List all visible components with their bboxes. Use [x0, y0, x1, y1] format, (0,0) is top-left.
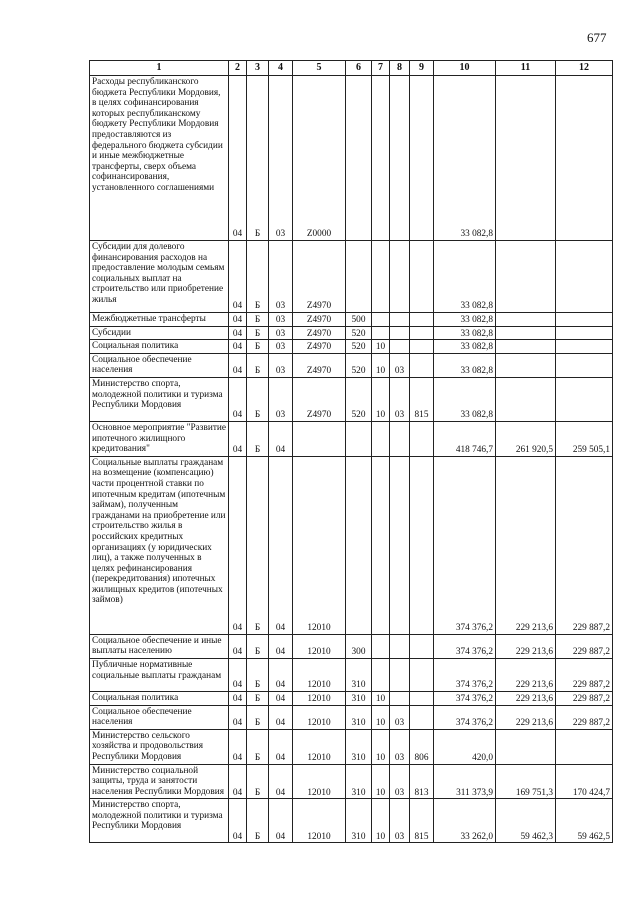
- row-value-cell-2: 04: [229, 313, 247, 327]
- row-value-cell-7: 10: [372, 377, 390, 421]
- row-value-cell-9: [410, 658, 434, 691]
- row-name-cell: Социальное обеспечение и иные выплаты населению: [90, 634, 229, 658]
- row-value-cell-11: 261 920,5: [496, 421, 556, 456]
- row-value-cell-4: 04: [269, 729, 293, 764]
- table-row: [90, 658, 613, 691]
- column-header-3: 3: [247, 61, 269, 76]
- row-value-cell-3: Б: [247, 799, 269, 843]
- row-value-cell-3: Б: [247, 340, 269, 354]
- row-value-cell-2: 04: [229, 658, 247, 691]
- row-value-cell-5: [293, 421, 346, 456]
- budget-table: [89, 60, 613, 843]
- row-value-cell-4: 04: [269, 691, 293, 705]
- row-value-cell-5: 12010: [293, 658, 346, 691]
- row-value-cell-3: Б: [247, 705, 269, 729]
- row-value-cell-9: [410, 691, 434, 705]
- row-value-cell-7: 10: [372, 729, 390, 764]
- row-value-cell-12: [556, 340, 613, 354]
- row-value-cell-9: [410, 634, 434, 658]
- row-value-cell-2: 04: [229, 764, 247, 799]
- row-value-cell-5: 12010: [293, 634, 346, 658]
- row-value-cell-11: [496, 377, 556, 421]
- row-value-cell-4: 04: [269, 634, 293, 658]
- row-value-cell-12: 59 462,5: [556, 799, 613, 843]
- row-value-cell-4: 03: [269, 326, 293, 340]
- row-value-cell-5: 12010: [293, 705, 346, 729]
- row-value-cell-8: 03: [390, 799, 410, 843]
- row-value-cell-4: 04: [269, 799, 293, 843]
- row-value-cell-5: Z4970: [293, 377, 346, 421]
- row-value-cell-3: Б: [247, 76, 269, 241]
- row-value-cell-9: [410, 76, 434, 241]
- row-value-cell-12: [556, 377, 613, 421]
- row-value-cell-9: 813: [410, 764, 434, 799]
- row-value-cell-11: [496, 241, 556, 313]
- row-value-cell-5: 12010: [293, 729, 346, 764]
- row-value-cell-10: 374 376,2: [434, 705, 496, 729]
- row-value-cell-11: [496, 729, 556, 764]
- row-value-cell-10: 33 082,8: [434, 340, 496, 354]
- column-header-2: 2: [229, 61, 247, 76]
- row-value-cell-4: 04: [269, 421, 293, 456]
- row-value-cell-6: 500: [346, 313, 372, 327]
- row-value-cell-8: [390, 326, 410, 340]
- row-value-cell-2: 04: [229, 326, 247, 340]
- row-value-cell-12: 170 424,7: [556, 764, 613, 799]
- column-header-7: 7: [372, 61, 390, 76]
- row-value-cell-4: 03: [269, 377, 293, 421]
- row-value-cell-6: [346, 76, 372, 241]
- row-value-cell-6: 310: [346, 691, 372, 705]
- table-row: [90, 456, 613, 634]
- row-value-cell-2: 04: [229, 634, 247, 658]
- row-value-cell-7: [372, 634, 390, 658]
- row-value-cell-12: [556, 729, 613, 764]
- row-name-cell: Социальное обеспечение населения: [90, 353, 229, 377]
- row-value-cell-2: 04: [229, 340, 247, 354]
- row-value-cell-4: 04: [269, 658, 293, 691]
- row-value-cell-6: 520: [346, 340, 372, 354]
- row-value-cell-6: 310: [346, 705, 372, 729]
- row-value-cell-7: 10: [372, 340, 390, 354]
- row-value-cell-7: [372, 313, 390, 327]
- row-value-cell-8: [390, 634, 410, 658]
- row-value-cell-2: 04: [229, 353, 247, 377]
- row-value-cell-3: Б: [247, 377, 269, 421]
- row-value-cell-5: Z4970: [293, 353, 346, 377]
- table-row: [90, 326, 613, 340]
- row-value-cell-3: Б: [247, 729, 269, 764]
- row-value-cell-11: 59 462,3: [496, 799, 556, 843]
- row-value-cell-8: 03: [390, 764, 410, 799]
- row-value-cell-4: 03: [269, 241, 293, 313]
- row-value-cell-11: 229 213,6: [496, 691, 556, 705]
- row-value-cell-6: [346, 421, 372, 456]
- table-row: [90, 340, 613, 354]
- table-row: [90, 764, 613, 799]
- row-value-cell-6: [346, 241, 372, 313]
- row-value-cell-6: 310: [346, 799, 372, 843]
- column-header-5: 5: [293, 61, 346, 76]
- row-value-cell-12: 229 887,2: [556, 691, 613, 705]
- row-value-cell-10: 374 376,2: [434, 456, 496, 634]
- table-row: [90, 377, 613, 421]
- row-value-cell-3: Б: [247, 421, 269, 456]
- row-value-cell-8: [390, 313, 410, 327]
- row-value-cell-11: [496, 326, 556, 340]
- row-value-cell-7: [372, 76, 390, 241]
- row-value-cell-8: 03: [390, 353, 410, 377]
- row-value-cell-3: Б: [247, 691, 269, 705]
- row-value-cell-9: [410, 353, 434, 377]
- row-value-cell-3: Б: [247, 353, 269, 377]
- row-value-cell-8: [390, 456, 410, 634]
- row-value-cell-8: [390, 340, 410, 354]
- row-value-cell-5: 12010: [293, 456, 346, 634]
- row-value-cell-6: 300: [346, 634, 372, 658]
- row-value-cell-5: Z4970: [293, 326, 346, 340]
- row-value-cell-11: [496, 353, 556, 377]
- row-value-cell-11: 169 751,3: [496, 764, 556, 799]
- row-value-cell-11: 229 213,6: [496, 705, 556, 729]
- row-value-cell-6: 520: [346, 377, 372, 421]
- row-value-cell-11: [496, 340, 556, 354]
- row-value-cell-8: [390, 76, 410, 241]
- row-value-cell-2: 04: [229, 456, 247, 634]
- row-value-cell-5: Z4970: [293, 340, 346, 354]
- row-value-cell-6: 310: [346, 658, 372, 691]
- row-value-cell-4: 03: [269, 313, 293, 327]
- row-value-cell-7: 10: [372, 799, 390, 843]
- row-value-cell-6: 520: [346, 353, 372, 377]
- row-value-cell-4: 04: [269, 705, 293, 729]
- column-header-9: 9: [410, 61, 434, 76]
- row-value-cell-9: [410, 326, 434, 340]
- row-value-cell-11: [496, 76, 556, 241]
- row-value-cell-2: 04: [229, 729, 247, 764]
- row-value-cell-6: 310: [346, 729, 372, 764]
- row-value-cell-5: Z0000: [293, 76, 346, 241]
- row-value-cell-7: 10: [372, 705, 390, 729]
- row-value-cell-7: [372, 456, 390, 634]
- row-value-cell-10: 33 082,8: [434, 353, 496, 377]
- row-value-cell-7: [372, 658, 390, 691]
- row-value-cell-7: 10: [372, 764, 390, 799]
- row-value-cell-2: 04: [229, 76, 247, 241]
- row-value-cell-3: Б: [247, 658, 269, 691]
- row-value-cell-10: 33 082,8: [434, 377, 496, 421]
- row-value-cell-8: [390, 658, 410, 691]
- row-name-cell: Министерство спорта, молодежной политики и туризма Республики Мордовия: [90, 799, 229, 843]
- row-value-cell-10: 418 746,7: [434, 421, 496, 456]
- table-row: [90, 634, 613, 658]
- row-value-cell-10: 33 262,0: [434, 799, 496, 843]
- column-header-1: 1: [90, 61, 229, 76]
- row-value-cell-8: [390, 421, 410, 456]
- row-value-cell-11: 229 213,6: [496, 456, 556, 634]
- row-value-cell-10: 33 082,8: [434, 76, 496, 241]
- row-value-cell-8: [390, 691, 410, 705]
- row-value-cell-7: [372, 241, 390, 313]
- row-value-cell-5: Z4970: [293, 241, 346, 313]
- row-name-cell: Социальная политика: [90, 340, 229, 354]
- table-row: [90, 705, 613, 729]
- table-row: [90, 76, 613, 241]
- row-value-cell-8: 03: [390, 377, 410, 421]
- row-value-cell-9: [410, 456, 434, 634]
- row-value-cell-2: 04: [229, 421, 247, 456]
- row-value-cell-10: 374 376,2: [434, 634, 496, 658]
- row-value-cell-8: 03: [390, 729, 410, 764]
- column-header-11: 11: [496, 61, 556, 76]
- column-header-12: 12: [556, 61, 613, 76]
- row-value-cell-11: 229 213,6: [496, 658, 556, 691]
- row-value-cell-12: 229 887,2: [556, 705, 613, 729]
- table-row: [90, 799, 613, 843]
- row-value-cell-9: 806: [410, 729, 434, 764]
- row-value-cell-10: 374 376,2: [434, 658, 496, 691]
- row-value-cell-12: [556, 313, 613, 327]
- table-header-row: [90, 61, 613, 76]
- table-row: [90, 691, 613, 705]
- table-row: [90, 241, 613, 313]
- row-value-cell-2: 04: [229, 691, 247, 705]
- row-name-cell: Субсидии: [90, 326, 229, 340]
- table-row: [90, 313, 613, 327]
- row-value-cell-5: Z4970: [293, 313, 346, 327]
- row-value-cell-4: 03: [269, 340, 293, 354]
- column-header-8: 8: [390, 61, 410, 76]
- row-value-cell-7: 10: [372, 691, 390, 705]
- row-name-cell: Расходы республиканского бюджета Республики Мордовия, в целях софинансирования которых республиканскому бюджету Республики Мордовия предоставляются из федерального бюджета субсидии и иные межбюджетные трансферты, сверх объема софинансирования, установленного соглашениями: [90, 76, 229, 241]
- row-value-cell-6: [346, 456, 372, 634]
- table-row: [90, 729, 613, 764]
- row-value-cell-7: [372, 421, 390, 456]
- row-value-cell-4: 04: [269, 764, 293, 799]
- column-header-6: 6: [346, 61, 372, 76]
- row-value-cell-11: [496, 313, 556, 327]
- row-value-cell-10: 33 082,8: [434, 326, 496, 340]
- row-value-cell-9: [410, 313, 434, 327]
- row-name-cell: Социальные выплаты гражданам на возмещение (компенсацию) части процентной ставки по ипотечным кредитам (ипотечным займам), полученным гражданами на приобретение или строительство жилья в российских кредитных организациях (у юридических лиц), а также полученных в целях рефинансирования (перекредитования) ипотечных жилищных кредитов (ипотечных займов): [90, 456, 229, 634]
- row-value-cell-3: Б: [247, 241, 269, 313]
- row-value-cell-3: Б: [247, 634, 269, 658]
- row-value-cell-2: 04: [229, 799, 247, 843]
- table-row: [90, 421, 613, 456]
- row-value-cell-12: 229 887,2: [556, 634, 613, 658]
- row-value-cell-4: 04: [269, 456, 293, 634]
- row-value-cell-3: Б: [247, 326, 269, 340]
- row-name-cell: Социальное обеспечение населения: [90, 705, 229, 729]
- row-name-cell: Министерство социальной защиты, труда и занятости населения Республики Мордовия: [90, 764, 229, 799]
- row-name-cell: Субсидии для долевого финансирования расходов на предоставление молодым семьям социальных выплат на строительство или приобретение жилья: [90, 241, 229, 313]
- row-value-cell-10: 374 376,2: [434, 691, 496, 705]
- row-name-cell: Министерство спорта, молодежной политики и туризма Республики Мордовия: [90, 377, 229, 421]
- row-value-cell-10: 33 082,8: [434, 313, 496, 327]
- row-value-cell-5: 12010: [293, 799, 346, 843]
- row-value-cell-7: 10: [372, 353, 390, 377]
- row-value-cell-3: Б: [247, 456, 269, 634]
- row-value-cell-6: 310: [346, 764, 372, 799]
- row-value-cell-12: 229 887,2: [556, 658, 613, 691]
- row-value-cell-11: 229 213,6: [496, 634, 556, 658]
- row-value-cell-10: 311 373,9: [434, 764, 496, 799]
- column-header-10: 10: [434, 61, 496, 76]
- page-number: 677: [587, 30, 607, 45]
- row-value-cell-5: 12010: [293, 691, 346, 705]
- row-value-cell-3: Б: [247, 764, 269, 799]
- row-value-cell-4: 03: [269, 76, 293, 241]
- row-value-cell-9: [410, 340, 434, 354]
- row-value-cell-6: 520: [346, 326, 372, 340]
- row-value-cell-4: 03: [269, 353, 293, 377]
- row-value-cell-10: 420,0: [434, 729, 496, 764]
- row-value-cell-8: [390, 241, 410, 313]
- row-value-cell-2: 04: [229, 705, 247, 729]
- row-name-cell: Межбюджетные трансферты: [90, 313, 229, 327]
- row-name-cell: Министерство сельского хозяйства и продовольствия Республики Мордовия: [90, 729, 229, 764]
- row-value-cell-10: 33 082,8: [434, 241, 496, 313]
- row-value-cell-7: [372, 326, 390, 340]
- row-value-cell-9: [410, 705, 434, 729]
- row-value-cell-9: 815: [410, 377, 434, 421]
- row-value-cell-9: 815: [410, 799, 434, 843]
- row-value-cell-5: 12010: [293, 764, 346, 799]
- row-value-cell-12: [556, 76, 613, 241]
- row-value-cell-3: Б: [247, 313, 269, 327]
- row-value-cell-12: [556, 326, 613, 340]
- row-name-cell: Основное мероприятие "Развитие ипотечного жилищного кредитования": [90, 421, 229, 456]
- row-value-cell-8: 03: [390, 705, 410, 729]
- row-value-cell-12: 259 505,1: [556, 421, 613, 456]
- row-value-cell-9: [410, 421, 434, 456]
- row-value-cell-12: 229 887,2: [556, 456, 613, 634]
- row-value-cell-12: [556, 353, 613, 377]
- row-value-cell-2: 04: [229, 377, 247, 421]
- row-value-cell-2: 04: [229, 241, 247, 313]
- row-value-cell-9: [410, 241, 434, 313]
- row-name-cell: Публичные нормативные социальные выплаты гражданам: [90, 658, 229, 691]
- column-header-4: 4: [269, 61, 293, 76]
- table-row: [90, 353, 613, 377]
- row-name-cell: Социальная политика: [90, 691, 229, 705]
- row-value-cell-12: [556, 241, 613, 313]
